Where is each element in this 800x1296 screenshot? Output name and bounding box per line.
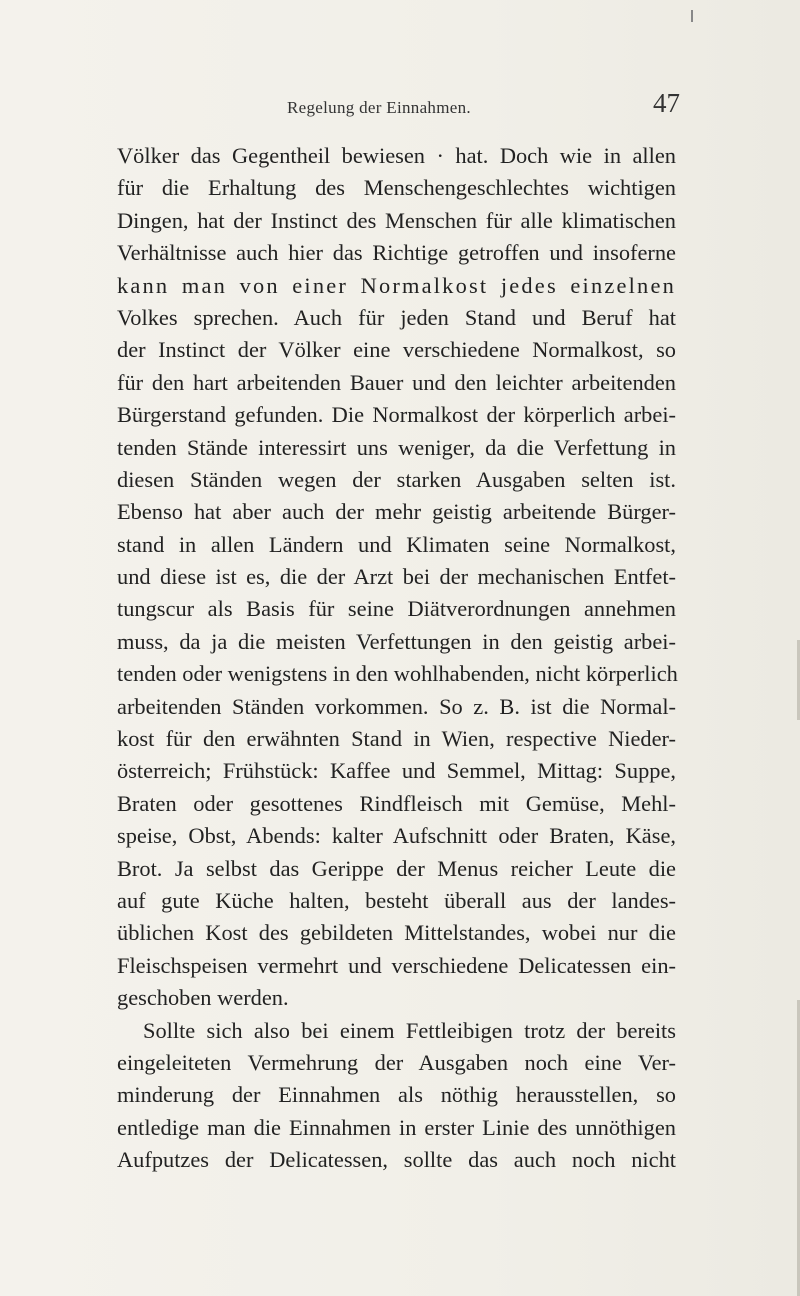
page-number: 47 bbox=[653, 88, 680, 118]
text-line: arbeitenden Ständen vorkommen. So z. B. ist die Normal- bbox=[117, 693, 676, 719]
text-line: stand in allen Ländern und Klimaten seine Normalkost, bbox=[117, 531, 676, 557]
text-line: der Instinct der Völker eine verschiedene Normalkost, so bbox=[117, 337, 676, 363]
text-line: Brot. Ja selbst das Gerippe der Menus reicher Leute die bbox=[117, 855, 676, 881]
text-line: Braten oder gesottenes Rindfleisch mit Gemüse, Mehl- bbox=[117, 790, 676, 816]
text-line: Bürgerstand gefunden. Die Normalkost der körperlich arbei- bbox=[117, 402, 676, 428]
text-line: Völker das Gegentheil bewiesen · hat. Doch wie in allen bbox=[117, 143, 676, 168]
text-line: entledige man die Einnahmen in erster Linie des unnöthigen bbox=[117, 1114, 676, 1140]
text-line: speise, Obst, Abends: kalter Aufschnitt oder Braten, Käse, bbox=[117, 823, 676, 849]
text-line: Aufputzes der Delicatessen, sollte das auch noch nicht bbox=[117, 1147, 676, 1173]
body-text bbox=[117, 140, 676, 1177]
text-line: diesen Ständen wegen der starken Ausgaben selten ist. bbox=[117, 466, 676, 492]
text-line: Ebenso hat aber auch der mehr geistig arbeitende Bürger- bbox=[117, 499, 676, 525]
text-line: und diese ist es, die der Arzt bei der mechanischen Entfet- bbox=[117, 564, 676, 590]
text-line: Sollte sich also bei einem Fettleibigen trotz der bereits bbox=[143, 1017, 676, 1043]
text-line: muss, da ja die meisten Verfettungen in den geistig arbei- bbox=[117, 628, 676, 654]
text-line: geschoben werden. bbox=[117, 985, 289, 1011]
text-line: tenden Stände interessirt uns weniger, da die Verfettung in bbox=[117, 434, 676, 460]
text-line: für den hart arbeitenden Bauer und den leichter arbeitenden bbox=[117, 369, 676, 395]
text-line: Volkes sprechen. Auch für jeden Stand und Beruf hat bbox=[117, 304, 676, 330]
page-header bbox=[120, 88, 680, 128]
text-line: kann man von einer Normalkost jedes einzelnen bbox=[117, 272, 676, 298]
text-line: minderung der Einnahmen als nöthig herausstellen, so bbox=[117, 1082, 676, 1108]
text-line: kost für den erwähnten Stand in Wien, respective Nieder- bbox=[117, 726, 676, 752]
text-line: Dingen, hat der Instinct des Menschen für alle klimatischen bbox=[117, 207, 676, 233]
running-title: Regelung der Einnahmen. bbox=[287, 98, 471, 117]
text-line: üblichen Kost des gebildeten Mittelstandes, wobei nur die bbox=[117, 920, 676, 946]
text-line: eingeleiteten Vermehrung der Ausgaben noch eine Ver- bbox=[117, 1049, 676, 1075]
margin-tick-mark bbox=[691, 10, 693, 22]
text-line: österreich; Frühstück: Kaffee und Semmel, Mittag: Suppe, bbox=[117, 758, 676, 784]
text-line: für die Erhaltung des Menschengeschlechtes wichtigen bbox=[117, 175, 676, 201]
text-line: tenden oder wenigstens in den wohlhabenden, nicht körperlich bbox=[117, 661, 678, 687]
text-line: Fleischspeisen vermehrt und verschiedene Delicatessen ein- bbox=[117, 952, 676, 978]
text-line: Verhältnisse auch hier das Richtige getroffen und insoferne bbox=[117, 240, 676, 266]
text-line: tungscur als Basis für seine Diätverordnungen annehmen bbox=[117, 596, 676, 622]
text-line: auf gute Küche halten, besteht überall aus der landes- bbox=[117, 887, 676, 913]
